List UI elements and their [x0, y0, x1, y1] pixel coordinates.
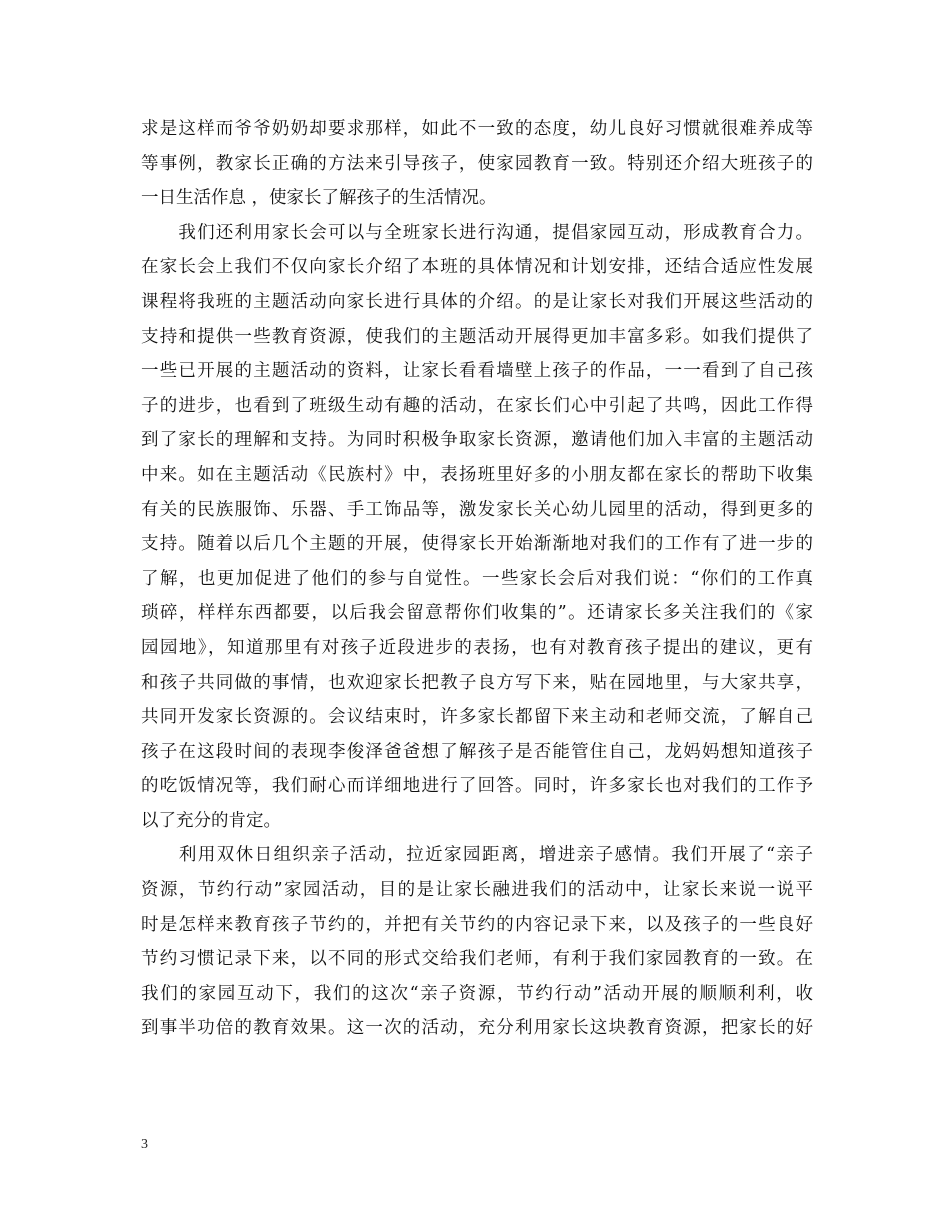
text-line: 课程将我班的主题活动向家长进行具体的介绍。的是让家长对我们开展这些活动的 [141, 291, 813, 312]
text-line: 琐碎，样样东西都要，以后我会留意帮你们收集的”。还请家长多关注我们的《家 [141, 603, 813, 624]
text-line: 孩子在这段时间的表现李俊泽爸爸想了解孩子是否能管住自己，龙妈妈想知道孩子 [141, 741, 813, 762]
text-line: 在家长会上我们不仅向家长介绍了本班的具体情况和计划安排，还结合适应性发展 [141, 257, 813, 278]
text-line: 到事半功倍的教育效果。这一次的活动，充分利用家长这块教育资源，把家长的好 [141, 1018, 813, 1039]
text-line: 中来。如在主题活动《民族村》中，表扬班里好多的小朋友都在家长的帮助下收集 [141, 464, 813, 485]
text-line: 支持。随着以后几个主题的开展，使得家长开始渐渐地对我们的工作有了进一步的 [141, 534, 813, 555]
text-line: 时是怎样来教育孩子节约的，并把有关节约的内容记录下来，以及孩子的一些良好 [141, 914, 813, 935]
text-line: 利用双休日组织亲子活动，拉近家园距离，增进亲子感情。我们开展了“亲子 [141, 845, 813, 866]
page-number: 3 [141, 1137, 148, 1152]
text-line: 我们的家园互动下，我们的这次“亲子资源，节约行动”活动开展的顺顺利利，收 [141, 983, 813, 1004]
text-line: 到了家长的理解和支持。为同时积极争取家长资源，邀请他们加入丰富的主题活动 [141, 430, 813, 451]
text-line: 园园地》，知道那里有对孩子近段进步的表扬，也有对教育孩子提出的建议，更有 [141, 637, 813, 658]
text-line: 资源，节约行动”家园活动，目的是让家长融进我们的活动中，让家长来说一说平 [141, 880, 813, 901]
text-line: 求是这样而爷爷奶奶却要求那样，如此不一致的态度，幼儿良好习惯就很难养成等 [141, 119, 813, 139]
text-line: 节约习惯记录下来，以不同的形式交给我们老师，有利于我们家园教育的一致。在 [141, 949, 813, 970]
text-line: 等事例，教家长正确的方法来引导孩子，使家园教育一致。特别还介绍大班孩子的 [141, 153, 813, 174]
text-line: 以了充分的肯定。 [141, 810, 281, 831]
text-line: 共同开发家长资源的。会议结束时，许多家长都留下来主动和老师交流，了解自己 [141, 707, 813, 728]
body-text [141, 112, 813, 1046]
text-line: 我们还利用家长会可以与全班家长进行沟通，提倡家园互动，形成教育合力。 [141, 222, 813, 243]
text-line: 了解，也更加促进了他们的参与自觉性。一些家长会后对我们说：“你们的工作真 [141, 568, 813, 589]
text-line: 的吃饭情况等，我们耐心而详细地进行了回答。同时，许多家长也对我们的工作予 [141, 776, 813, 797]
text-line: 子的进步，也看到了班级生动有趣的活动，在家长们心中引起了共鸣，因此工作得 [141, 395, 813, 416]
text-line: 一日生活作息 ，使家长了解孩子的生活情况。 [141, 188, 497, 209]
text-line: 支持和提供一些教育资源，使我们的主题活动开展得更加丰富多彩。如我们提供了 [141, 326, 813, 347]
text-line: 一些已开展的主题活动的资料，让家长看看墙壁上孩子的作品，一一看到了自己孩 [141, 361, 813, 382]
text-line: 和孩子共同做的事情，也欢迎家长把教子良方写下来，贴在园地里，与大家共享， [141, 672, 813, 693]
text-line: 有关的民族服饰、乐器、手工饰品等，激发家长关心幼儿园里的活动，得到更多的 [141, 499, 813, 520]
